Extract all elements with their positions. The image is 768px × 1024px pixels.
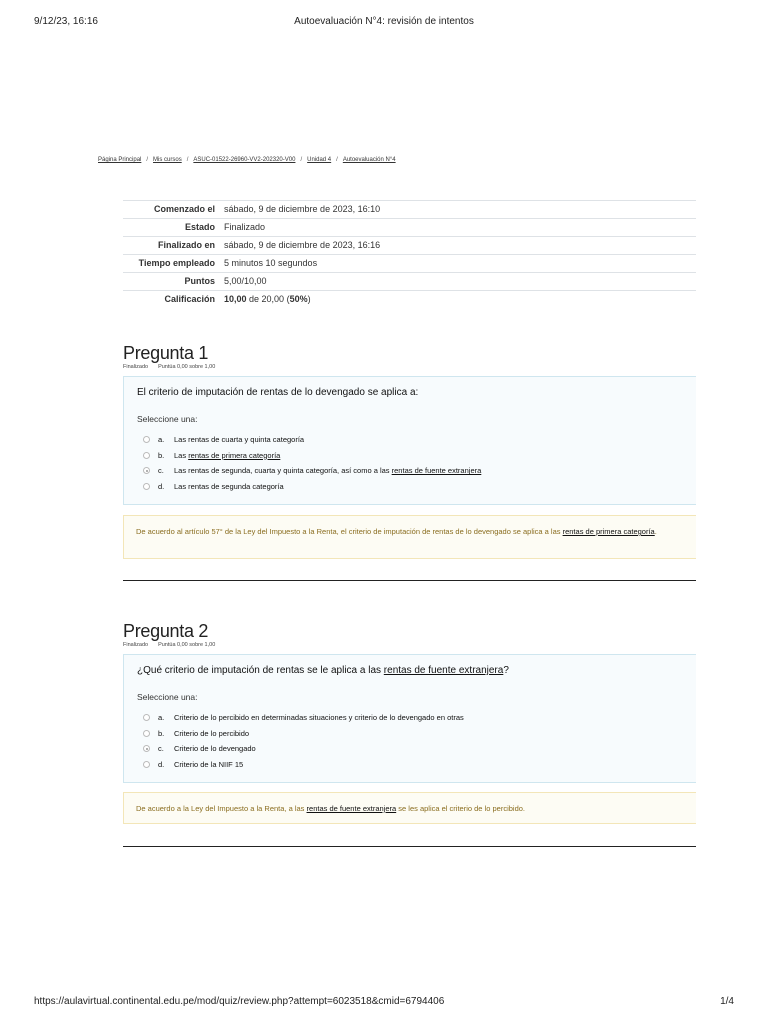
answer-letter: c. — [158, 466, 164, 476]
question-1-header — [123, 343, 225, 370]
print-footer — [34, 996, 734, 1010]
breadcrumb-my-courses[interactable]: Mis cursos — [153, 157, 182, 163]
question-text: ¿Qué criterio de imputación de rentas se le aplica a las rentas de fuente extranjera? — [137, 665, 509, 676]
summary-label: Comenzado el — [123, 201, 220, 219]
answer-option-c[interactable] — [137, 463, 683, 479]
summary-row-grade — [123, 291, 696, 309]
summary-row-finished — [123, 237, 696, 255]
radio-button[interactable] — [143, 761, 150, 768]
answer-letter: d. — [158, 481, 165, 491]
answer-letter: b. — [158, 450, 165, 460]
select-label: Seleccione una: — [137, 692, 198, 702]
glossary-link[interactable]: rentas de fuente extranjera — [306, 804, 397, 813]
glossary-link[interactable]: rentas de primera categoría — [188, 450, 281, 460]
summary-label: Puntos — [123, 273, 220, 291]
grade-total: de 20,00 ( — [246, 294, 290, 304]
breadcrumb-separator: / — [146, 157, 149, 163]
question-divider — [123, 580, 696, 581]
answer-text: Las rentas de primera categoría — [174, 450, 281, 460]
summary-value: Finalizado — [220, 219, 696, 237]
question-status: Finalizado — [123, 364, 149, 370]
print-header — [34, 16, 734, 30]
answer-option-b[interactable] — [137, 726, 683, 742]
question-title: Pregunta 1 — [123, 343, 209, 363]
radio-button[interactable] — [143, 436, 150, 443]
question-meta — [123, 642, 225, 648]
radio-button-selected[interactable] — [143, 467, 150, 474]
glossary-link[interactable]: rentas de fuente extranjera — [391, 466, 482, 476]
print-date: 9/12/23, 16:16 — [34, 16, 98, 27]
breadcrumb-separator: / — [336, 157, 338, 163]
answer-text: Criterio de la NIIF 15 — [174, 759, 244, 769]
feedback-text: De acuerdo a la Ley del Impuesto a la Renta, a las — [136, 804, 307, 813]
answer-option-c[interactable] — [137, 741, 683, 757]
breadcrumb-unit[interactable]: Unidad 4 — [307, 157, 332, 163]
glossary-link[interactable]: rentas de primera categoría — [562, 527, 655, 536]
summary-value: 5,00/10,00 — [220, 273, 696, 291]
question-title: Pregunta 2 — [123, 621, 209, 641]
answer-option-d[interactable] — [137, 479, 683, 495]
feedback-text-end: se les aplica el criterio de lo percibido. — [396, 804, 526, 813]
feedback-text-end: . — [654, 527, 657, 536]
breadcrumb-home[interactable]: Página Principal — [98, 157, 142, 163]
print-page-number: 1/4 — [720, 996, 734, 1007]
summary-label: Tiempo empleado — [123, 255, 220, 273]
question-divider — [123, 846, 696, 847]
breadcrumb-separator: / — [300, 157, 303, 163]
summary-value: sábado, 9 de diciembre de 2023, 16:16 — [220, 237, 696, 255]
grade-close: ) — [307, 294, 311, 304]
answer-text: Criterio de lo devengado — [174, 744, 256, 754]
answer-letter: c. — [158, 744, 164, 754]
answer-option-a[interactable] — [137, 710, 683, 726]
print-url: https://aulavirtual.continental.edu.pe/mod/quiz/review.php?attempt=6023518&cmid=6794406 — [34, 996, 445, 1007]
breadcrumb-quiz[interactable]: Autoevaluación N°4 — [342, 157, 396, 163]
radio-button-selected[interactable] — [143, 745, 150, 752]
breadcrumb-separator: / — [186, 157, 189, 163]
answer-text: Criterio de lo percibido en determinadas situaciones y criterio de lo devengado en otras — [174, 713, 464, 723]
grade-score: 10,00 — [224, 294, 247, 304]
answer-letter: a. — [158, 435, 165, 445]
answer-text: Las rentas de cuarta y quinta categoría — [174, 435, 305, 445]
summary-row-started — [123, 201, 696, 219]
summary-row-time — [123, 255, 696, 273]
summary-row-state — [123, 219, 696, 237]
summary-value: 5 minutos 10 segundos — [220, 255, 696, 273]
answer-letter: d. — [158, 759, 165, 769]
print-page-title: Autoevaluación N°4: revisión de intentos — [294, 16, 474, 27]
question-score: Puntúa 0,00 sobre 1,00 — [158, 364, 216, 370]
breadcrumb — [98, 157, 396, 163]
glossary-link[interactable]: rentas de fuente extranjera — [383, 665, 504, 676]
answer-text: Las rentas de segunda, cuarta y quinta categoría, así como a las rentas de fuente extranjera — [174, 466, 482, 476]
grade-percent: 50% — [289, 294, 308, 304]
radio-button[interactable] — [143, 452, 150, 459]
summary-label: Finalizado en — [123, 237, 220, 255]
breadcrumb-course[interactable]: ASUC-01522-26960-VV2-202320-V00 — [193, 157, 296, 163]
answer-list — [137, 432, 683, 494]
summary-value: sábado, 9 de diciembre de 2023, 16:10 — [220, 201, 696, 219]
answer-letter: b. — [158, 728, 165, 738]
summary-row-points — [123, 273, 696, 291]
answer-option-d[interactable] — [137, 757, 683, 773]
radio-button[interactable] — [143, 730, 150, 737]
attempt-summary-table — [123, 200, 696, 308]
feedback-text: De acuerdo al artículo 57° de la Ley del Impuesto a la Renta, el criterio de imputación de rentas de lo devengado se aplica a las — [136, 527, 563, 536]
select-label: Seleccione una: — [137, 414, 198, 424]
question-1-box — [123, 376, 696, 505]
answer-option-a[interactable] — [137, 432, 683, 448]
answer-list — [137, 710, 683, 772]
summary-label: Calificación — [123, 291, 220, 309]
question-2-feedback — [123, 792, 696, 824]
answer-text: Criterio de lo percibido — [174, 728, 250, 738]
summary-grade-value — [220, 291, 696, 309]
question-meta — [123, 364, 225, 370]
question-2-header — [123, 621, 225, 648]
question-text: El criterio de imputación de rentas de lo devengado se aplica a: — [137, 387, 419, 398]
radio-button[interactable] — [143, 714, 150, 721]
radio-button[interactable] — [143, 483, 150, 490]
question-2-box — [123, 654, 696, 783]
question-1-feedback — [123, 515, 696, 559]
answer-option-b[interactable] — [137, 448, 683, 464]
answer-text: Las rentas de segunda categoría — [174, 481, 284, 491]
question-score: Puntúa 0,00 sobre 1,00 — [158, 642, 216, 648]
summary-label: Estado — [123, 219, 220, 237]
question-status: Finalizado — [123, 642, 149, 648]
answer-letter: a. — [158, 713, 165, 723]
